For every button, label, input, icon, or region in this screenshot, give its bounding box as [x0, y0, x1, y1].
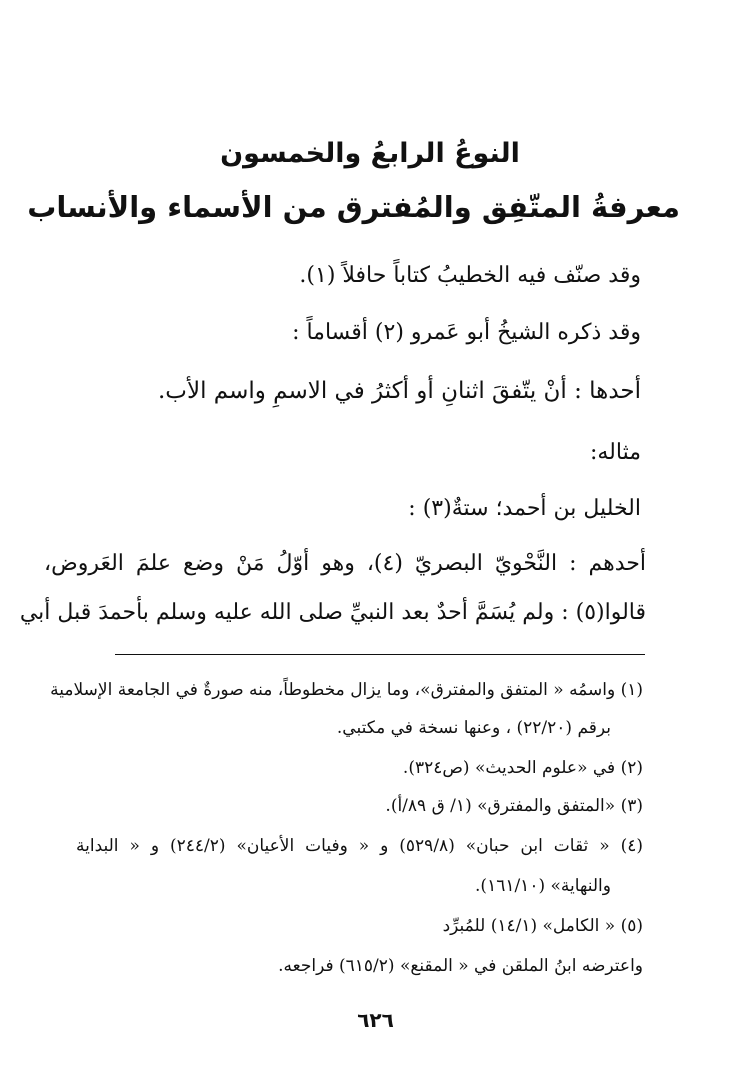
chapter-subtitle: معرفةُ المتّفِق والمُفترق من الأسماء والأنساب	[27, 190, 680, 224]
footnote-line: (١) واسمُه « المتفق والمفترق»، وما يزال مخطوطاً، منه صورةٌ في الجامعة الإسلامية	[50, 680, 643, 700]
body-line: أحدها : أنْ يتّفقَ اثنانِ أو أكثرُ في الاسمِ واسم الأب.	[157, 378, 641, 404]
footnote-line: (٤) « ثقات ابن حبان» (٥٢٩/٨) و « وفيات الأعيان» (٢٤٤/٢) و « البداية	[76, 836, 643, 856]
body-line: مثاله:	[589, 440, 641, 465]
body-line: وقد صنّف فيه الخطيبُ كتاباً حافلاً (١).	[299, 263, 641, 288]
footnote-line: واعترضه ابنُ الملقن في « المقنع» (٦١٥/٢) فراجعه.	[278, 956, 643, 976]
body-line: أحدهم : النَّحْويّ البصريّ (٤)، وهو أوّلُ مَنْ وضع علمَ العَروض،	[44, 551, 646, 576]
footnote-line: برقم (٢٢/٢٠) ، وعنها نسخة في مكتبي.	[336, 718, 611, 738]
chapter-title: النوعُ الرابعُ والخمسون	[220, 138, 520, 169]
footnote-line: والنهاية» (١٦١/١٠).	[475, 876, 611, 896]
body-line: قالوا(٥) : ولم يُسَمَّ أحدٌ بعد النبيِّ صلى الله عليه وسلم بأحمدَ قبل أبي	[19, 600, 646, 625]
body-line: وقد ذكره الشيخُ أبو عَمرو (٢) أقساماً :	[292, 320, 641, 345]
footnote-line: (٣) «المتفق والمفترق» (١/ ق ٨٩/أ).	[385, 796, 643, 816]
footnote-line: (٢) في «علوم الحديث» (ص٣٢٤).	[402, 758, 643, 778]
body-line: الخليل بن أحمد؛ ستةٌ(٣) :	[408, 496, 641, 521]
footnote-divider	[115, 654, 645, 655]
footnote-line: (٥) « الكامل» (١٤/١) للمُبرِّد	[442, 916, 643, 936]
page-number: ٦٢٦	[357, 1008, 394, 1032]
